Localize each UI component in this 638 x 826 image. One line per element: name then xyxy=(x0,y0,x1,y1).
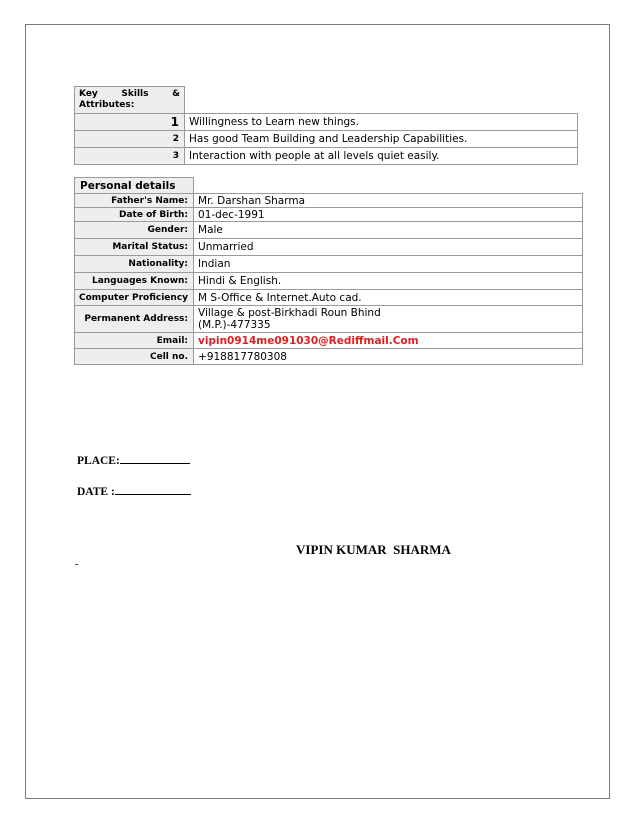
table-row xyxy=(75,131,578,148)
skill-number: 1 xyxy=(75,114,185,131)
skill-text: Willingness to Learn new things. xyxy=(185,114,578,131)
field-value: 01-dec-1991 xyxy=(194,208,583,222)
table-row xyxy=(75,148,578,165)
field-label: Languages Known: xyxy=(75,273,194,290)
date-line xyxy=(77,486,191,498)
skill-number: 3 xyxy=(75,148,185,165)
field-label: Marital Status: xyxy=(75,239,194,256)
section-title: Personal details xyxy=(75,178,194,194)
table-row xyxy=(75,239,583,256)
field-value: +918817780308 xyxy=(194,349,583,365)
skills-header-line2: Attributes: xyxy=(79,100,135,110)
date-blank xyxy=(115,494,191,495)
skills-header-blank xyxy=(185,87,578,114)
table-row xyxy=(75,349,583,365)
address-line-1: Village & post-Birkhadi Roun Bhind xyxy=(198,307,381,319)
field-label: Cell no. xyxy=(75,349,194,365)
place-label: PLACE: xyxy=(77,455,120,467)
skills-header-word: Skills xyxy=(121,89,149,99)
field-value: Indian xyxy=(194,256,583,273)
stray-mark: - xyxy=(75,559,79,570)
table-row xyxy=(75,306,583,333)
date-label: DATE : xyxy=(77,486,115,498)
skill-text: Has good Team Building and Leadership Capabilities. xyxy=(185,131,578,148)
table-row xyxy=(75,273,583,290)
table-row xyxy=(75,333,583,349)
table-row xyxy=(75,114,578,131)
field-label: Permanent Address: xyxy=(75,306,194,333)
skills-header xyxy=(75,87,185,114)
key-skills-table xyxy=(74,86,578,165)
field-label: Gender: xyxy=(75,222,194,239)
field-label: Nationality: xyxy=(75,256,194,273)
field-value: Hindi & English. xyxy=(194,273,583,290)
field-value: Unmarried xyxy=(194,239,583,256)
skills-header-word: Key xyxy=(79,89,98,99)
field-value: Mr. Darshan Sharma xyxy=(194,194,583,208)
field-value: M S-Office & Internet.Auto cad. xyxy=(194,290,583,306)
personal-details-table xyxy=(74,177,583,365)
skills-header-word: & xyxy=(172,89,180,99)
table-row xyxy=(75,208,583,222)
table-row xyxy=(75,222,583,239)
table-row xyxy=(75,194,583,208)
table-row xyxy=(75,256,583,273)
field-value: Male xyxy=(194,222,583,239)
skill-text: Interaction with people at all levels quiet easily. xyxy=(185,148,578,165)
field-label: Email: xyxy=(75,333,194,349)
email-value[interactable]: vipin0914me091030@Rediffmail.Com xyxy=(194,333,583,349)
field-label: Computer Proficiency xyxy=(75,290,194,306)
address-line-2: (M.P.)-477335 xyxy=(198,319,271,331)
place-blank xyxy=(120,463,190,464)
skill-number: 2 xyxy=(75,131,185,148)
table-row xyxy=(75,290,583,306)
field-label: Father's Name: xyxy=(75,194,194,208)
place-line xyxy=(77,455,190,467)
signer-name: VIPIN KUMAR SHARMA xyxy=(296,542,451,557)
field-label: Date of Birth: xyxy=(75,208,194,222)
field-value xyxy=(194,306,583,333)
section-title-blank xyxy=(194,178,583,194)
